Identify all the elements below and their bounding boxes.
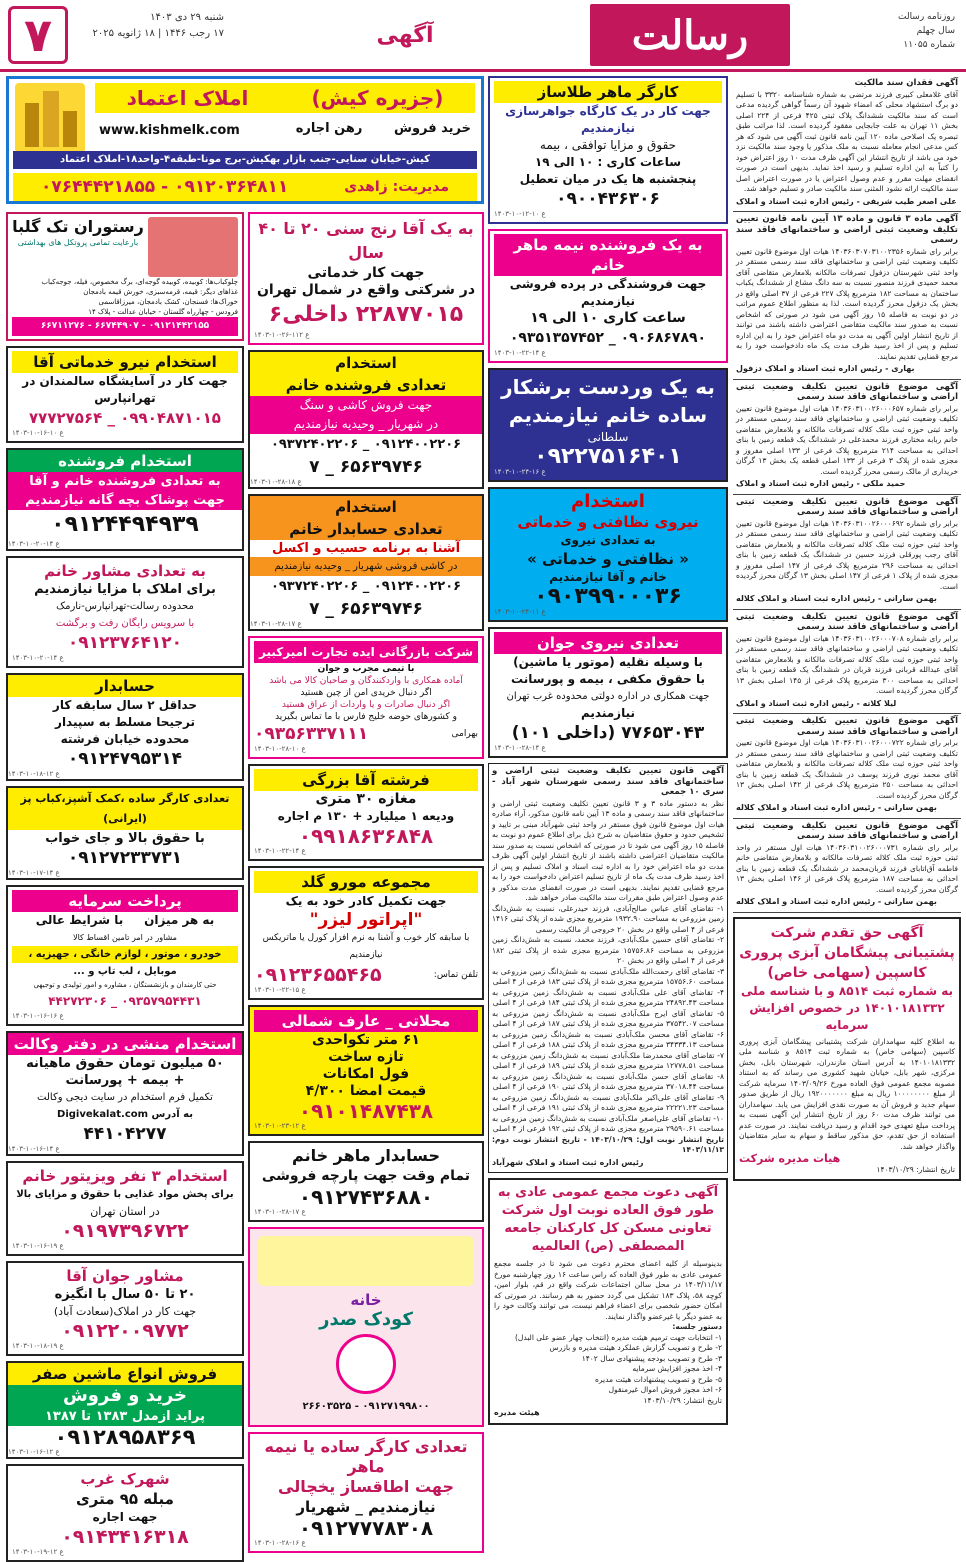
ad-line: نیازمندیم xyxy=(581,706,635,720)
capital-date: تاریخ انتشار: ۱۴۰۳/۱۰/۲۹ xyxy=(876,1164,955,1174)
legal-title: آگهی موضوع قانون تعیین تکلیف وضعیت ثبتی اراضی و ساختمانهای فاقد سند رسمی xyxy=(736,820,958,841)
agenda-line: ۶- اخذ مجوز فروش اموال غیرمنقول xyxy=(608,1385,722,1394)
ad-line: ساعت کاری ۱۰ الی ۱۹ xyxy=(530,310,686,326)
ad-ref: ع ۱۴-۱۶-۱۰-۱۴۰۳ xyxy=(8,1145,60,1153)
legal-signature: بهمن سارانی - رئیس اداره ثبت اسناد و املاک کلاله xyxy=(736,803,937,812)
kish-title: املاک اعتماد xyxy=(126,86,249,110)
ad-visitor-women xyxy=(6,1161,244,1256)
ad-line: جهت پوشاک بچه گانه نیازمندیم xyxy=(8,491,242,510)
kish-services: خرید فروش رهن اجاره xyxy=(295,121,471,136)
ad-ref: ع ۱۰-۱۶-۱۰-۱۴۰۳ xyxy=(12,429,64,437)
ad-phone[interactable]: ۰۹۱۲۲۰۰۹۷۷۲ xyxy=(61,1320,189,1342)
section-title: آگهی xyxy=(376,22,434,48)
ad-title: حسابدار ماهر خانم xyxy=(292,1146,440,1165)
ad-title: فروش انواع ماشین صفر xyxy=(8,1363,242,1385)
legal-item: ۵- تقاضای آقای ایرج ملک‌آبادی نسبت به شش‌دانگ زمین مزروعی به مساحت ۳۷۵۴۲.۰۷ مترمربع مجزی شده از پلاک ثبتی ۱۸۷ فرعی از ۴ اصلی xyxy=(492,1008,724,1028)
ad-ref: ع ۱۵-۲۲-۱۰-۱۴۰۳ xyxy=(254,986,306,994)
ad-title: تعدادی کارگر ساده ،کمک آشپز،کباب پز (ایرانی) xyxy=(8,788,242,830)
capital-body: به اطلاع کلیه سهامداران شرکت پشتیبانی پیشگامان آبزی پروری کاسپین (سهامی خاص) به شماره ثبت ۸۵۱۴ و شناسه ملی ۱۴۰۱۰۱۸۱۳۳۲ به آدرس استان مازندران، شهرستان بابل، بخش مرکزی، شهر بابل، خیابان شهید کشوری می رساند که به استناد مصوبه مجمع عمومی فوق العاده مورخ ۱۴۰۳/۰۹/۲۶ سرمایه شرکت از مبلغ ۱۰۰۰۰۰۰۰۰ ریال به مبلغ ۱۹۲۰۰۰۰۰۰۰ ریال از طریق صدور سهام جدید و فروش آن به صورت نقدی افزایش می یابد. سهامداران می توانند ظرف مدت ۶۰ روز از تاریخ انتشار این آگهی نسبت به پرداخت مبلغ تعهدی خود اقدام و رسید دریافت نمایند. در صورت عدم استفاده از حق تقدم، حق مذکور ساقط و سهام به سایر متقاضیان واگذار خواهد شد. xyxy=(739,1036,956,1151)
ad-ref: ع ۱۶-۲۴-۱۰-۱۴۰۳ xyxy=(494,468,546,476)
ad-line: قیمت امضا ۴/۳۰۰ xyxy=(305,1083,427,1099)
ad-ref: ع ۱۴-۲۰-۱۰-۱۴۰۳ xyxy=(8,540,60,548)
legal-item: ۷- تقاضای آقای محمدرضا ملک‌آبادی نسبت به شش‌دانگ زمین مزروعی به مساحت ۱۲۷۷۸.۵۱ مترمربع مجزی شده از پلاک ثبتی ۱۸۹ فرعی از ۴ اصلی xyxy=(492,1050,724,1070)
kish-address: کیش-خیابان سنایی-جنب بازار بهکیش-برج مونا-طبقه۴-واحد۱۸-املاک اعتماد xyxy=(13,151,477,169)
ad-phone-2[interactable]: ۶۵۶۳۹۷۴۶ _ ۷ xyxy=(309,457,423,477)
ad-line: با وسیله نقلیه (موتور یا ماشین) xyxy=(513,655,703,669)
issue-number: شماره ۱۱۰۵۵ xyxy=(903,40,955,50)
ad-line: ساده خانم نیازمندیم xyxy=(508,403,708,427)
legal-body: برابر رای شماره ۱۴۰۳۶۰۳۱۰۰۲۶۰۰۰۷۳۱ هیات اول مستقر در واحد ثبتی حوزه ثبت ملک کلاله تصرفات مالکانه و بلامعارض متقاضی خانم فاطمه آق‌اتابای فرزند قربان‌محمد در ششدانگ یک قطعه زمین با بنای احداثی به مساحت ۱۸۷ مترمربع پلاک فرعی از ۱۴۶ اصلی بخش ۱۳ گرگان محرز گردیده است. xyxy=(736,842,958,894)
legal-body: نظر به دستور ماده ۳ و ۳ قانون تعیین تکلیف وضعیت ثبتی اراضی و ساختمانهای فاقد سند رسمی و ماده ۱۳ آیین نامه قانون مذکور، آراء صادره هیات اول موضوع قانون فوق مستقر در واحد ثبتی شهرآباد مبنی بر تایید و تشخیص حدود و حقوق متقاضیان به شرح ذیل برای اطلاع عموم دو نوبت به فاصله ۱۵ روز آگهی می شود تا در صورتی که اشخاص نسبت به صدور سند مالکیت متقاضیان اعتراضی داشته باشند از تاریخ انتشار اولین آگهی ظرف مدت دو ماه اعتراض خود را به اداره ثبت اسناد و املاک تسلیم و پس از اخذ رسید ظرف مدت یک ماه از تاریخ تسلیم اعتراض دادخواست خود را به مرجع قضایی تقدیم نمایند. بدیهی است در صورت انقضای مدت مذکور و عدم وصول اعتراض طبق مقررات سند مالکیت صادر خواهد شد. xyxy=(492,798,725,902)
ad-ref: ع ۱۲-۱۶-۱۰-۱۴۰۳ xyxy=(8,1448,60,1456)
ad-shop-rent xyxy=(248,764,484,861)
legal-title: آگهی قانون تعیین تکلیف وضعیت ثبتی اراضی و ساختمانهای فاقد سند رسمی شهرستان شهر آباد - سری ۱۰ جمعی xyxy=(492,766,724,797)
ad-contact-label: تلفن تماس: xyxy=(433,969,478,980)
ad-car-sales xyxy=(6,1361,244,1459)
ad-phone[interactable]: ۰۹۰۶۸۶۷۸۹۰ _ ۰۹۳۵۱۳۵۷۴۵۲ xyxy=(509,330,707,346)
ad-line: جهت همکاری در اداره دولتی محدوده غرب تهران xyxy=(506,691,710,702)
ad-line: « نظافتی و خدماتی » xyxy=(527,550,689,568)
ad-line: در استان تهران xyxy=(90,1205,160,1218)
ad-trading-company xyxy=(248,636,484,759)
ad-line: تازه ساخت xyxy=(328,1049,404,1065)
ad-line: محدوده رسالت-تهرانپارس-نارمک xyxy=(56,601,194,612)
ad-title: پرداخت سرمایه xyxy=(12,890,238,912)
ad-line: خودرو ، موتور ، لوازم خانگی ، جهیزیه ، xyxy=(12,946,238,963)
legal-title: آگهی موضوع قانون تعیین تکلیف وضعیت ثبتی اراضی و ساختمانهای فاقد سند رسمی xyxy=(736,496,958,517)
ad-phone[interactable]: ۰۹۹۱۸۶۳۶۸۴۸ xyxy=(298,824,434,848)
ad-line: سلطانی xyxy=(587,430,629,444)
legal-notices-column xyxy=(733,76,961,1436)
legal-body: برابر رای شماره ۱۴۰۳۶۰۳۱۰۰۲۶۰۰۰۷۲۲ هیات اول موضوع قانون تعیین تکلیف وضعیت ثبتی اراضی و ساختمانهای فاقد سند رسمی مستقر در واحد ثبتی حوزه ثبت ملک کلاله تصرفات مالکانه و بلامعارض متقاضی آقای محمد نوری فرزند یوسف در ششدانگ یک قطعه زمین با بنای احداثی به مساحت ۲۵۰ مترمربع پلاک فرعی از ۱۴۲ اصلی بخش ۱۳ گرگان محرز گردیده است. xyxy=(736,738,958,800)
kebab-photo-icon xyxy=(148,217,238,277)
legal-signature: حمید ملکی - رئیس اداره ثبت اسناد و املاک xyxy=(736,479,906,488)
ad-title: استخدام xyxy=(250,352,482,374)
ad-kids-clothing xyxy=(6,448,244,551)
kindergarten-phones[interactable]: ۰۹۱۲۷۱۹۹۸۰۰ - ۲۶۶۰۳۵۲۵ xyxy=(302,1401,430,1412)
ad-line: چلوکباب‌ها: کوبیده، کوبیده گوجه‌ای، برگ مخصوص، فیله، جوجه‌کباب xyxy=(41,278,238,286)
paper-name: روزنامه رسالت xyxy=(897,12,955,22)
legal-notice xyxy=(733,76,961,212)
ad-ref: ع ۱۶-۲۸-۱۰-۱۴۰۳ xyxy=(254,1539,306,1547)
legal-notice xyxy=(733,819,961,913)
ad-line: پنجشنبه ها یک در میان تعطیل xyxy=(519,172,697,186)
ad-line: با سرویس رایگان رفت و برگشت xyxy=(55,618,195,629)
legal-body: برابر رای شماره ۱۴۰۳۶۰۳۰۷۰۳۱۰۰۲۳۵۶ هیات اول موضوع قانون تعیین تکلیف وضعیت ثبتی اراضی و ساختمانهای فاقد سند رسمی مستقر در واحد ثبتی شهرستان دزفول تصرفات مالکانه بلامعارض متقاضی آقای محمد حمیدی فرزند منصور نسبت به سه دانگ مشاع از ششدانگ یکباب ساختمان به مساحت ۱۸۲ مترمربع پلاک ۲۲۷ فرعی از ۳۷ اصلی واقع در بخش یک دزفول محرز گردیده است. لذا به منظور اطلاع عموم مراتب در دو نوبت به فاصله ۱۵ روز آگهی می شود در صورتی که اشخاص نسبت به صدور سند مالکیت متقاضی اعتراضی داشته باشند می توانند از تاریخ انتشار اولین آگهی به مدت دو ماه اعتراض خود را به این اداره تسلیم و پس از اخذ رسید ظرف مدت یک ماه دادخواست خود را به مرجع قضایی تقدیم نمایند. xyxy=(736,246,959,361)
ad-line: تکمیل فرم استخدام در سایت دیجی وکالت xyxy=(37,1092,213,1103)
ad-line: برای املاک با مزایا نیازمندیم xyxy=(34,582,216,597)
legal-body: برابر رای شماره ۱۴۰۳۶۰۳۱۰۰۲۶۰۰۰۷۰۸ هیات اول موضوع قانون تعیین تکلیف وضعیت ثبتی اراضی و ساختمانهای فاقد سند رسمی مستقر در واحد ثبتی حوزه ثبت ملک کلاله تصرفات مالکانه و بلامعارض متقاضی آقای عبدالله قربانی فرزند قربان در ششدانگ یک قطعه زمین با بنای احداثی به مساحت ۳۰۰ مترمربع پلاک فرعی از ۱۴۵ اصلی بخش ۱۳ گرگان محرز گردیده است. xyxy=(736,633,958,695)
ad-line: موبایل ، لب تاپ و ... xyxy=(73,966,177,977)
ad-real-estate-consultant xyxy=(6,556,244,668)
agenda-line: ۵- طرح و تصویب پیشنهادات هیئت مدیره xyxy=(594,1374,722,1384)
ad-phone[interactable]: ۰۹۲۲۷۵۱۶۴۰۱ xyxy=(534,444,682,469)
kindergarten-title: کودک صدر xyxy=(319,1309,413,1330)
ad-ref: ع ۱۱-۲۴-۱۰-۱۴۰۳ xyxy=(494,608,546,616)
ad-line: جهت کار در املاک(سعادت آباد) xyxy=(53,1305,197,1318)
ad-line: خرید و فروش xyxy=(8,1385,242,1407)
ad-subtitle: نیروی نظافتی و خدماتی xyxy=(517,513,699,531)
ad-ref: ع ۱۴-۲۲-۱۰-۱۴۰۳ xyxy=(494,349,546,357)
ad-title: استخدام نیرو خدماتی آقا xyxy=(12,351,238,373)
ad-title: کارگر ماهر طلاساز xyxy=(494,81,722,103)
ad-ref: ع ۱۹-۱۶-۱۰-۱۴۰۳ xyxy=(12,1242,64,1250)
ad-line: + بیمه + پورسانت xyxy=(65,1073,185,1088)
ad-title: استخدام منشی در دفتر وکالت xyxy=(8,1033,242,1055)
ad-line: اگر دنبال خریدی امن از چین هستید xyxy=(300,688,432,698)
ad-line: تمام وقت جهت پارچه فروشی xyxy=(261,1168,471,1184)
ad-phone[interactable]: ۰۹۳۵۷۹۵۴۴۳۱ _ ۴۴۲۷۲۳۰۶ xyxy=(48,994,202,1008)
ad-line: حقوق و مزایا توافقی ، بیمه xyxy=(539,138,677,152)
ad-line: در کاشی فروشی شهریار _ وحیدیه نیازمندیم xyxy=(250,557,482,576)
ad-title: محلاتی _ عارف شمالی xyxy=(254,1010,478,1032)
ad-kish-real-estate xyxy=(6,76,484,204)
ad-line: غذاهای دیگر: قیمه، قرمه‌سبزی، خورش قیمه بادمجان xyxy=(83,288,238,296)
ad-refrigerator-workers xyxy=(248,1432,484,1553)
ad-line: جهت فروشندگی در پرده فروشی نیازمندیم xyxy=(509,277,707,308)
ad-title: مشاور جوان آقا xyxy=(66,1267,184,1285)
ad-phone[interactable]: ۰۹۰۰۴۳۶۳۰۶ xyxy=(556,189,660,209)
ad-line: با حقوق بالا و جای خواب xyxy=(45,831,205,846)
ad-nursing-home xyxy=(6,346,244,443)
ad-line: ۲۰ تا ۵۰ سال با انگیزه xyxy=(54,1287,196,1302)
ad-young-consultant xyxy=(6,1261,244,1356)
capital-subtitle: به شماره ثبت ۸۵۱۴ و با شناسه ملی ۱۴۰۱۰۱۸۱۳۳۲ در خصوص افزایش سرمایه xyxy=(740,983,953,1032)
legal-item: ۹- تقاضای آقای علی‌اکبر ملک‌آبادی نسبت به شش‌دانگ زمین مزروعی به مساحت ۲۲۲۲۱.۲۳ مترمربع مجزی شده از پلاک ثبتی ۱۹۱ فرعی از ۴ اصلی xyxy=(492,1092,724,1112)
ad-ref: ع ۱۰-۱۲-۱۰-۱۴۰۳ xyxy=(494,210,546,218)
ad-ref: ع ۱۲-۲۳-۱۰-۱۴۰۳ xyxy=(254,1122,306,1130)
ad-service-man xyxy=(248,212,484,345)
ad-line: برای پخش مواد غذایی با حقوق و مزایای بالا xyxy=(16,1189,234,1200)
legal-item: ۳- تقاضای آقای رحمت‌الله ملک‌آبادی نسبت به شش‌دانگ زمین مزروعی به مساحت ۱۵۷۵۶.۶۰ مترمربع مجزی شده از پلاک ثبتی ۱۸۳ فرعی از ۴ اصلی xyxy=(492,966,724,986)
ad-line: ودیعه ۱ میلیارد + ۱۳۰ م اجاره xyxy=(277,809,455,823)
ad-phone[interactable]: ۰۹۳۵۶۳۳۷۱۱۱ xyxy=(254,724,369,744)
capital-title: آگهی حق تقدم شرکت پشتیبانی پیشگامان آبزی پروری کاسپین (سهامی خاص) xyxy=(739,924,955,981)
issue-info xyxy=(800,10,955,52)
ad-line: نیازمندیم xyxy=(349,950,383,960)
ad-line: خانم و آقا نیازمندیم xyxy=(549,570,667,584)
ad-line: در شرکتی واقع در شمال تهران xyxy=(256,282,476,298)
ad-fabric-accountant xyxy=(248,1141,484,1222)
ad-phone[interactable]: ۰۹۱۴۳۴۱۶۳۱۸ xyxy=(61,1526,189,1548)
ad-phone-2[interactable]: ۶۵۶۳۹۷۴۶ _ ۷ xyxy=(309,599,423,619)
ad-phone[interactable]: ۷۷۶۵۳۰۴۳ (داخلی ۱۰۱) xyxy=(511,723,705,743)
ad-title: به تعدادی مشاور خانم xyxy=(44,562,206,580)
ad-ref: ع ۱۴-۲۰-۱۰-۱۴۰۳ xyxy=(12,654,64,662)
legal-item: ۱- تقاضای آقای عباس صالح‌آبادی، فرزند حیدرعلی، نسبت به شش‌دانگ زمین مزروعی به مساحت ۱۹۳۲.۹۰ مترمربع مجزی شده از پلاک ثبتی ۱۴۱۶ فرعی از ۴ اصلی واقع در بخش ۲۰ خروجی از مالکیت رسمی xyxy=(492,903,724,934)
ad-line: با حقوق مکفی ، بیمه و پورسانت xyxy=(511,672,705,686)
ad-line: ۶۱ متر تکواحدی xyxy=(312,1032,420,1048)
ad-laser-operator xyxy=(248,866,484,1000)
legal-title: آگهی موضوع قانون تعیین تکلیف وضعیت ثبتی اراضی و ساختمانهای فاقد سند رسمی xyxy=(736,611,958,632)
ads-column-c xyxy=(6,212,244,1556)
ad-tile-seller xyxy=(248,350,484,489)
ad-line: فرودس - چهارراه گلستان - خیابان عدالت - پلاک ۱۴ xyxy=(88,308,238,316)
legal-body: برابر رای شماره ۱۴۰۳۶۰۳۱۰۰۲۶۰۰۰۶۹۲ هیات اول موضوع قانون تعیین تکلیف وضعیت ثبتی اراضی و ساختمانهای فاقد سند رسمی مستقر در واحد ثبتی حوزه ثبت ملک کلاله تصرفات مالکانه و بلامعارض متقاضی آقای رجب پورقلی فرزند حسین در ششدانگ یک قطعه زمین با بنای احداثی به مساحت ۲۹۶ مترمربع پلاک فرعی از ۱۴۷ اصلی مفروز و مجزی شده از پلاک ۱ فرعی از ۱۴۷ اصلی بخش ۱۳ گرگان محرز گردیده است. xyxy=(736,518,958,591)
ad-law-office-secretary xyxy=(6,1031,244,1156)
ad-ref: ع ۱۴-۱۷-۱۰-۱۴۰۳ xyxy=(8,869,60,877)
ad-ref: ع ۱۲-۱۹-۱۰-۱۴۰۳ xyxy=(12,1548,64,1556)
ad-title: به یک آقا رنج سنی ۲۰ تا ۴۰ سال xyxy=(258,219,474,262)
ad-line: ۵۰ میلیون تومان حقوق ماهیانه xyxy=(26,1056,224,1071)
ad-kindergarten xyxy=(248,1227,484,1427)
ad-ref: ع ۱۹-۱۸-۱۰-۱۴۰۳ xyxy=(12,1342,64,1350)
ad-line: جهت تکمیل کادر خود به یک xyxy=(285,894,447,908)
ad-phone[interactable]: ۰۹۱۲۴۴۹۴۹۳۹ xyxy=(51,512,199,537)
ad-line: مبله ۹۵ متری xyxy=(76,1490,174,1508)
ad-title: شهرک غرب xyxy=(80,1470,170,1488)
ad-line: جهت اجاره xyxy=(92,1510,158,1524)
ad-line: ساعات کاری : ۱۰ الی ۱۹ xyxy=(534,155,682,169)
kindergarten-banner xyxy=(258,1236,474,1286)
issue-dates xyxy=(74,10,224,42)
ad-ref: ع ۱۸-۲۸-۱۰-۱۴۰۳ xyxy=(250,478,302,486)
ad-title: به یک فروشنده نیمه ماهر خانم xyxy=(494,234,722,276)
ad-phone[interactable]: ۰۹۱۲۳۷۶۴۱۲۰ xyxy=(67,633,183,653)
ad-title: شرکت بازرگانی ایده تجارت امیرکبیر xyxy=(254,641,478,663)
legal-signature: علی اصغر طیب شریفی - رئیس اداره ثبت اسناد و املاک xyxy=(736,196,957,206)
legal-notice xyxy=(733,380,961,495)
ad-phone[interactable]: ۰۹۱۲۷۷۷۸۳۰۸ xyxy=(298,1516,434,1540)
legal-title: آگهی ماده ۳ قانون و ماده ۱۳ آیین نامه قانون تعیین تکلیف وضعیت ثبتی اراضی و ساختمانهای فاقد سند رسمی xyxy=(736,214,958,245)
ad-kebab-cook xyxy=(6,786,244,880)
ad-line: و کشورهای حوضه خلیج فارس با ما تماس بگیرید xyxy=(275,712,457,722)
building-icon xyxy=(15,83,85,153)
legal-land-notice xyxy=(488,763,728,1173)
ad-phone[interactable]: ۰۹۱۲۴۰۰۲۲۰۶ _ ۰۹۳۷۲۴۰۲۲۰۶ xyxy=(270,579,462,594)
ad-line: حداقل ۲ سال سابقه کار xyxy=(52,698,198,712)
legal-body: برابر رای شماره ۱۴۰۳۶۰۳۱۰۰۲۶۰۰۰۶۵۷ هیات اول موضوع قانون تعیین تکلیف وضعیت ثبتی اراضی و ساختمانهای فاقد سند رسمی مستقر در واحد ثبتی حوزه ثبت ملک کلاله تصرفات مالکانه و بلامعارض متقاضی خانم ربابه مختاری فرزند محمدعلی در ششدانگ یک قطعه زمین با بنای احداثی به مساحت ۲۱۴ مترمربع پلاک فرعی از ۱۳۳ اصلی مفروز و مجزی شده از پلاک ۳ فرعی از ۱۳۳ اصلی قطعه یک بخش ۱۳ گرگان خریداری از مالک رسمی محرز گردیده است. xyxy=(736,403,958,476)
ad-line: با تیمی مجرب و جوان xyxy=(317,664,415,674)
ad-line: آشنا به برنامه حسیب و اکسل xyxy=(271,541,461,556)
ad-line: جهت کار خدماتی xyxy=(307,265,425,281)
ad-line: فول امکانات xyxy=(322,1066,410,1082)
ad-title: استخدام فروشنده xyxy=(8,450,242,472)
agenda-line: دستور جلسه: xyxy=(672,1322,722,1331)
ad-title: استخدام xyxy=(250,496,482,518)
ad-title: به یک وردست برشکار xyxy=(501,375,715,399)
ad-line: با سابقه کار خوب و آشنا به نرم افزار کورل یا ماتریکس xyxy=(262,933,470,943)
agenda-line: ۳- طرح و تصویب بودجه پیشنهادی سال ۱۴۰۲ xyxy=(581,1353,722,1363)
ad-ref: ع ۱۴-۲۸-۱۰-۱۴۰۳ xyxy=(494,744,546,752)
ad-contact-name: بهرامی xyxy=(451,728,478,739)
year-label: سال چهلم xyxy=(916,26,955,36)
ad-ref: ع ۱۲-۱۸-۱۰-۱۴۰۳ xyxy=(8,770,60,778)
assembly-date: تاریخ انتشار: ۱۴۰۳/۱۰/۲۹ xyxy=(643,1395,722,1405)
ad-phone[interactable]: ۰۹۹۰۴۸۷۱۰۱۵ _ ۷۷۷۲۷۵۶۴ xyxy=(29,409,221,427)
ad-title: مجموعه مورو گلد xyxy=(254,871,478,893)
ad-ref: ع ۱۴-۲۲-۱۰-۱۴۰۳ xyxy=(254,847,306,855)
ads-column-b xyxy=(248,212,484,1547)
ad-line: خوراک‌ها: فسنجان، کشک بادمجان، میرزاقاسمی xyxy=(98,298,238,306)
ad-accountant-woman xyxy=(248,494,484,631)
legal-item: ۸- تقاضای آقای حسن ملک‌آبادی نسبت به شش‌دانگ زمین مزروعی به مساحت ۳۷۰۱۸.۴۴ مترمربع مجزی شده از پلاک ثبتی ۱۹۰ فرعی از ۴ اصلی xyxy=(492,1071,724,1091)
agenda-line: ۴- اخذ مجوز افزایش سرمایه xyxy=(632,1364,722,1373)
ad-line: مشاور در امر تامین اقساط کالا xyxy=(73,933,177,942)
capital-increase-notice xyxy=(733,917,961,1182)
ad-line: جهت کار در یک کارگاه جواهرسازی نیازمندیم xyxy=(505,104,711,135)
ad-line: محدوده خیابان فرشته xyxy=(60,732,190,746)
ad-line: به آدرس Digivekalat.com xyxy=(57,1109,193,1120)
ad-line: در شهریار _ وحیدیه نیازمندیم xyxy=(250,415,482,434)
masthead xyxy=(0,0,966,72)
ad-phone[interactable]: ۰۹۱۲۷۴۳۶۸۸۰ xyxy=(298,1185,434,1209)
ad-line: نیازمندیم _ شهریار xyxy=(296,1498,436,1516)
child-illustration-icon xyxy=(336,1334,396,1394)
ad-title: تعدادی کارگر ساده یا نیمه ماهر xyxy=(264,1437,468,1476)
ad-phone[interactable]: ۴۴۱۰۴۲۷۷ xyxy=(83,1124,167,1144)
ad-cutter-assistant xyxy=(488,368,728,482)
ad-phone[interactable]: ۰۹۱۹۷۳۹۶۷۲۲ xyxy=(61,1220,189,1242)
ad-line: به تعدادی فروشنده خانم و آقا xyxy=(8,472,242,491)
legal-item: ۲- تقاضای آقای حسین ملک‌آبادی، فرزند محمد، نسبت به شش‌دانگ زمین مزروعی به مساحت ۱۵۷۵۶.۸۶ مترمربع مجزی شده از پلاک ثبتی ۱۸۲ فرعی از ۴ اصلی واقع در بخش ۲۰ xyxy=(492,935,724,965)
ad-apartment-sale xyxy=(248,1005,484,1136)
ad-title: استخدام xyxy=(571,491,645,512)
ad-phone[interactable]: ۰۹۱۲۷۲۳۳۷۳۱ xyxy=(67,848,183,868)
assembly-notice xyxy=(488,1178,728,1425)
legal-notice xyxy=(733,714,961,819)
ad-title: تعدادی نیروی جوان xyxy=(494,632,722,654)
capital-signature: هیات مدیره شرکت xyxy=(739,1152,841,1165)
ad-phone[interactable]: ۰۹۱۲۴۰۰۲۲۰۶ _ ۰۹۳۷۲۴۰۲۲۰۶ xyxy=(270,437,462,452)
ad-line: "اپراتور لیزر" xyxy=(309,910,423,930)
legal-signature: بهمن سارانی - رئیس اداره ثبت اسناد و املاک کلاله xyxy=(736,897,937,906)
ad-title: حسابدار xyxy=(8,675,242,697)
assembly-signature: هیئت مدیره xyxy=(494,1408,540,1417)
ad-goldsmith xyxy=(488,76,728,224)
legal-title: آگهی موضوع قانون تعیین تکلیف وضعیت ثبتی اراضی و ساختمانهای فاقد سند رسمی xyxy=(736,716,958,737)
ad-line: به تعدادی نیروی xyxy=(560,533,656,547)
ad-curtain-seller xyxy=(488,229,728,363)
date-line-2: ۱۷ رجب ۱۴۴۶ | ۱۸ ژانویه ۲۰۲۵ xyxy=(92,28,224,39)
ad-line: پراید ازمدل ۱۳۸۳ تا ۱۳۸۷ xyxy=(8,1407,242,1426)
kindergarten-subtitle: خانه xyxy=(350,1291,382,1309)
ad-ref: ع ۱۰-۲۸-۱۰-۱۴۰۳ xyxy=(254,745,306,753)
legal-item: ۱۰- تقاضای آقای علی‌اصغر ملک‌آبادی نسبت به شش‌دانگ زمین مزروعی به مساحت ۲۹۵۹۰.۶۱ مترمربع مجزی شده از پلاک ثبتی ۱۹۲ فرعی از ۴ اصلی xyxy=(492,1113,724,1133)
legal-title: آگهی فقدان سند مالکیت xyxy=(854,78,958,88)
ad-accountant xyxy=(6,673,244,781)
ad-line: جهت فروش کاشی و سنگ xyxy=(250,396,482,415)
ad-line: مغازه ۳۰ متری xyxy=(315,791,417,807)
legal-notice xyxy=(733,610,961,715)
ad-line: ترجیحا مسلط به سپیدار xyxy=(55,715,195,729)
ad-phone[interactable]: ۰۹۱۲۴۷۹۵۳۱۴ xyxy=(67,749,183,769)
legal-title: آگهی موضوع قانون تعیین تکلیف وضعیت ثبتی اراضی و ساختمانهای فاقد سند رسمی xyxy=(736,381,958,402)
ad-shahrak-gharb xyxy=(6,1464,244,1562)
ad-line: حتی کارمندان و بازنشستگان ، مشاوره و امور تولیدی و توجیهی xyxy=(33,981,217,989)
ad-line: به هر میزان با شرایط عالی xyxy=(35,913,215,927)
ad-line: جهت اطاقساز یخچالی xyxy=(278,1477,454,1496)
ads-column-a xyxy=(488,76,728,1436)
ad-title: استخدام ۳ نفر ویزیتور خانم xyxy=(22,1167,228,1185)
ad-phone[interactable]: ۲۲۸۷۷۰۱۵ داخلی۶ xyxy=(268,302,464,327)
legal-body: آقای غلامعلی کبیری فرزند مرتضی به شماره شناسنامه ۳۳۲۰ با تسلیم دو برگ استشهاد محلی که امضاء شهود آن رسماً گواهی گردیده مدعی است که سند مالکیت ششدانگ پلاک ثبتی ۴۲۵ فرعی از ۲۲۴ اصلی بخش ۱۱ تهران به علت جابجایی مفقود گردیده است. لذا مراتب طبق تبصره یک اصلاحی ماده ۱۲۰ آیین نامه قانون ثبت آگهی می شود که هر کس مدعی انجام معامله نسبت به ملک مذکور یا وجود سند مالکیت نزد خود می باشد از تاریخ انتشار این آگهی ظرف مدت ۱۰ روز اعتراض خود را کتباً به این اداره تسلیم و رسید اخذ نماید. بدیهی است در صورت انقضای مهلت مقرر و عدم وصول اعتراض یا در صورت اعتراض اصل سند مالکیت ارائه نشود المثنی سند مالکیت صادر و تسلیم خواهد شد. xyxy=(736,89,959,193)
ad-young-staff xyxy=(488,627,728,758)
ad-phone[interactable]: ۰۹۱۲۳۶۵۵۴۶۵ xyxy=(254,964,382,986)
ad-title: رستوران تک گلبا xyxy=(12,217,144,236)
kish-website[interactable]: www.kishmelk.com xyxy=(99,123,240,138)
legal-signature: بهمن سارانی - رئیس اداره ثبت اسناد و املاک کلاله xyxy=(736,594,937,603)
agenda-line: ۲- طرح و تصویب گزارش عملکرد هیئت مدیره و بازرس xyxy=(549,1343,722,1352)
agenda-line: ۱- انتخابات جهت ترمیم هیئت مدیره (انتخاب چهار عضو علی البدل) xyxy=(514,1332,722,1342)
ad-phone[interactable]: ۰۹۱۲۱۴۴۲۱۵۵ - ۶۶۷۴۴۹۰۷ - ۶۶۷۱۱۲۷۶ xyxy=(12,317,238,336)
ad-ref: ع ۱۱۲-۲۶-۱۰-۱۴۰۳ xyxy=(254,331,310,339)
ad-title: فرشته آقا بزرگی xyxy=(254,769,478,791)
ad-line: بارعایت تمامی پروتکل های بهداشتی xyxy=(17,238,139,247)
ad-ref: ع ۱۷-۲۸-۱۰-۱۴۰۳ xyxy=(254,1208,306,1216)
legal-signature: رئیس اداره ثبت اسناد و املاک شهرآباد xyxy=(492,1157,644,1167)
kish-manager: مدیریت: زاهدی xyxy=(344,179,449,195)
ad-line: آماده همکاری با واردکنندگان و صاحبان کالا می باشد xyxy=(269,676,463,686)
ad-phone[interactable]: ۰۹۰۳۹۹۰۰۰۳۶ xyxy=(534,584,682,609)
legal-item: ۶- تقاضای آقای محسن ملک‌آبادی نسبت به شش‌دانگ زمین مزروعی به مساحت ۳۴۳۳۴.۱۳ مترمربع مجزی شده از پلاک ثبتی ۱۸۸ فرعی از ۴ اصلی xyxy=(492,1029,724,1049)
legal-signature: لیلا کلاته - رئیس اداره ثبت اسناد و املاک xyxy=(736,698,897,708)
newspaper-logo: رسالت xyxy=(590,4,790,66)
ad-subtitle: تعدادی فروشنده خانم xyxy=(250,374,482,396)
date-line-1: شنبه ۲۹ دی ۱۴۰۳ xyxy=(150,12,224,23)
ad-subtitle: تعدادی حسابدار خانم xyxy=(250,518,482,540)
kish-phones[interactable]: ۰۹۱۲۰۳۶۴۸۱۱ - ۰۷۶۴۴۴۲۱۸۵۵ xyxy=(41,177,289,197)
ad-restaurant xyxy=(6,212,244,341)
ad-phone[interactable]: ۰۹۱۲۸۹۵۸۳۶۹ xyxy=(54,1425,196,1449)
legal-signature: بهاری - رئیس اداره ثبت اسناد و املاک دزفول xyxy=(736,364,915,373)
ad-phone[interactable]: ۰۹۱۰۱۴۸۷۴۳۸ xyxy=(298,1099,434,1123)
kish-island-label: (جزیره کیش) xyxy=(311,86,444,110)
legal-dates: تاریخ انتشار نوبت اول: ۱۴۰۳/۱۰/۲۹ - تاریخ انتشار نوبت دوم: ۱۴۰۳/۱۱/۱۳ xyxy=(492,1134,725,1154)
ad-capital-loan xyxy=(6,885,244,1026)
ad-ref: ع ۱۷-۲۸-۱۰-۱۴۰۳ xyxy=(250,620,302,628)
ad-line: جهت کار در آسایشگاه سالمندان در تهرانپارس xyxy=(22,374,228,405)
ad-ref: ع ۱۶-۱۶-۱۰-۱۴۰۳ xyxy=(12,1012,64,1020)
legal-item: ۴- تقاضای آقای علی ملک‌آبادی نسبت به شش‌دانگ زمین مزروعی به مساحت ۲۴۸۹۲.۴۳ مترمربع مجزی شده از پلاک ثبتی ۱۸۴ فرعی از ۴ اصلی xyxy=(492,987,724,1007)
ad-line: اگر دنبال صادرات و یا واردات از عراق هستید xyxy=(281,700,451,710)
legal-notice xyxy=(733,212,961,380)
assembly-title: آگهی دعوت مجمع عمومی عادی به طور فوق العاده نوبت اول شرکت تعاونی مسکن کل کارکنان جامعه المصطفی (ص) العالمیه xyxy=(497,1185,719,1254)
assembly-body: بدینوسیله از کلیه اعضای محترم دعوت می شود تا در جلسه مجمع عمومی عادی به طور فوق العاده که راس ساعت ۱۶ روز چهارشنبه مورخ ۱۴۰۳/۱۱/۱۷ در محل سالن اجتماعات شرکت واقع در قم، بلوار امین، کوچه ۵۸، پلاک ۱۸۳ تشکیل می گردد حضور به هم رسانند. در صورتی که امکان حضور شخصی برای اعضاء فراهم نیست، می توانند وکالت خود را به عضو دیگر یا غیرعضو واگذار نمایند. xyxy=(494,1259,722,1321)
page-number: ۷ xyxy=(8,6,68,64)
ad-cleaning-staff xyxy=(488,487,728,622)
legal-notice xyxy=(733,495,961,610)
